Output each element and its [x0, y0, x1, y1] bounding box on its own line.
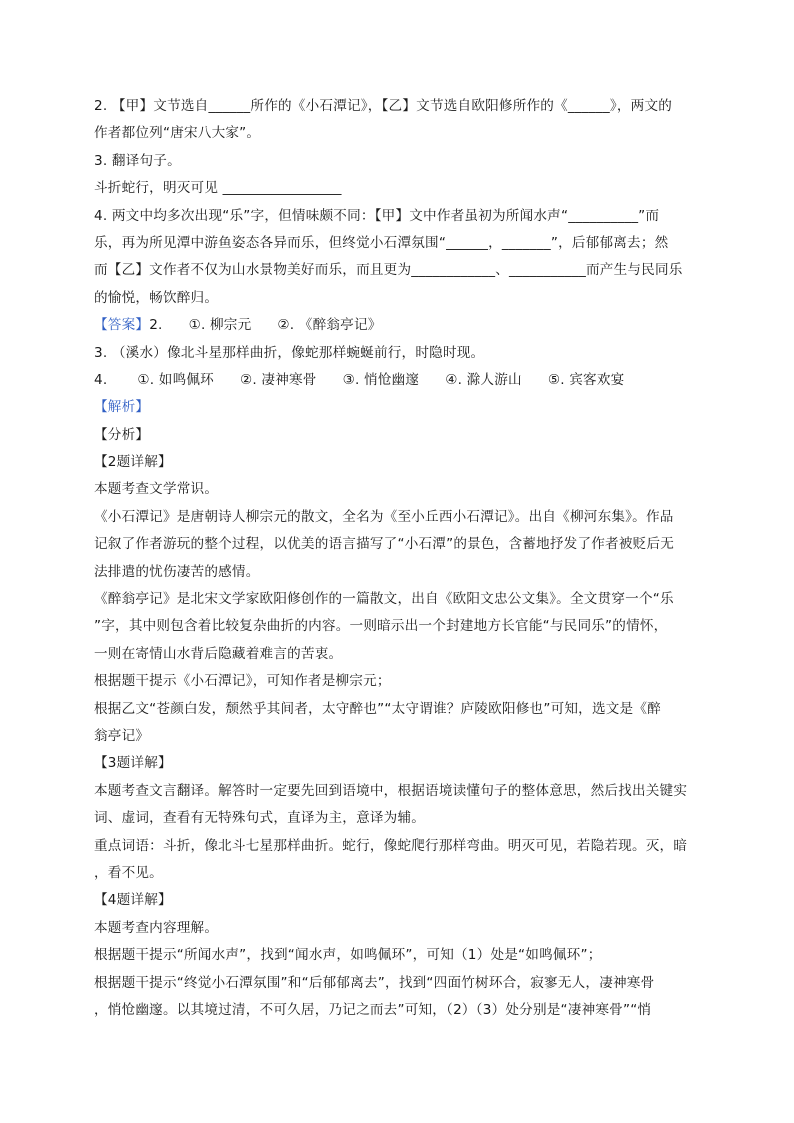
q4-line-1: 4. 两文中均多次出现“乐”字，但情味颇不同：【甲】文中作者虽初为所闻水声“__________”而 — [94, 207, 660, 224]
q2-line-1: 2. 【甲】文节选自______所作的《小石潭记》，【乙】文节选自欧阳修所作的《______》，两文的 — [94, 98, 673, 114]
answer-line-2 — [94, 312, 700, 339]
answer-4-item-1: ①. 如鸣佩环 — [137, 371, 214, 388]
detail-2-line-9: 根据乙文“苍颜白发，颓然乎其间者，太守醉也”“太守谓谁？庐陵欧阳修也”可知，选文是《醉 — [94, 700, 661, 717]
detail-4-line-2: 根据题干提示“所闻水声”，找到“闻水声，如鸣佩环”，可知（1）处是“如鸣佩环”； — [94, 947, 602, 964]
detail-2-line-10: 翁亭记》 — [94, 727, 150, 744]
q3-title: 3. 翻译句子。 — [94, 152, 181, 169]
detail-3-line-3: 重点词语：斗折，像北斗七星那样曲折。蛇行，像蛇爬行那样弯曲。明灭可见，若隐若现。灭，暗 — [94, 837, 688, 854]
detail-3-title: 【3题详解】 — [94, 755, 172, 772]
answer-2-number: 2. — [149, 317, 163, 334]
analysis-label: 【解析】 — [94, 399, 150, 416]
answer-4-item-2: ②. 凄神寒骨 — [239, 371, 317, 388]
answer-2-item-1: ①. 柳宗元 — [188, 317, 252, 334]
detail-3-line-2: 词、虚词，查看有无特殊句式，直译为主，意译为辅。 — [94, 810, 426, 827]
answer-line-4 — [94, 367, 700, 394]
answer-4-item-4: ④. 滁人游山 — [445, 371, 522, 388]
answer-4-item-5: ⑤. 宾客欢宴 — [547, 371, 625, 388]
q3-sentence: 斗折蛇行，明灭可见 _________________ — [94, 180, 342, 197]
detail-2-title: 【2题详解】 — [94, 454, 172, 471]
detail-4-line-1: 本题考查内容理解。 — [94, 919, 219, 936]
document-body — [94, 93, 700, 1024]
detail-3-line-1: 本题考查文言翻译。解答时一定要先回到语境中，根据语境读懂句子的整体意思，然后找出关键实 — [94, 782, 688, 799]
detail-2-line-2: 《小石潭记》是唐朝诗人柳宗元的散文，全名为《至小丘西小石潭记》。出自《柳河东集》。作品 — [94, 508, 674, 525]
answer-4-number: 4. — [94, 371, 108, 388]
q2-line-2: 作者都位列“唐宋八大家”。 — [94, 125, 261, 142]
detail-2-line-6: ”字，其中则包含着比较复杂曲折的内容。一则暗示出一个封建地方长官能“与民同乐”的情怀， — [94, 618, 668, 635]
detail-2-line-5: 《醉翁亭记》是北宋文学家欧阳修创作的一篇散文，出自《欧阳文忠公文集》。全文贯穿一个“乐 — [94, 591, 674, 608]
answer-line-3: 3. （溪水）像北斗星那样曲折，像蛇那样蜿蜒前行，时隐时现。 — [94, 344, 485, 361]
detail-4-line-4: ，悄怆幽邃。以其境过清，不可久居，乃记之而去”可知，（2）（3）处分别是“凄神寒骨”“悄 — [94, 1001, 652, 1018]
detail-2-line-8: 根据题干提示《小石潭记》，可知作者是柳宗元； — [94, 673, 391, 690]
q4-line-2: 乐，再为所见潭中游鱼姿态各异而乐，但终觉小石潭氛围“______，_______”，后郁郁离去；然 — [94, 234, 669, 251]
detail-3-line-4: ，看不见。 — [94, 864, 163, 881]
detail-4-title: 【4题详解】 — [94, 892, 172, 909]
analysis-fenxi: 【分析】 — [94, 426, 150, 443]
q4-line-3: 而【乙】文作者不仅为山水景物美好而乐，而且更为____________、___________而产生与民同乐 — [94, 262, 683, 279]
detail-2-line-4: 法排遣的忧伤凄苦的感情。 — [94, 563, 260, 580]
detail-4-line-3: 根据题干提示“终觉小石潭氛围”和“后郁郁离去”，找到“四面竹树环合，寂寥无人，凄神寒骨 — [94, 974, 655, 991]
detail-2-line-1: 本题考查文学常识。 — [94, 481, 219, 498]
detail-2-line-3: 记叙了作者游玩的整个过程，以优美的语言描写了“小石潭”的景色，含蓄地抒发了作者被贬后无 — [94, 536, 675, 553]
answer-label: 【答案】 — [94, 317, 150, 334]
answer-4-item-3: ③. 悄怆幽邃 — [342, 371, 420, 388]
q4-line-4: 的愉悦，畅饮醉归。 — [94, 289, 219, 306]
detail-2-line-7: 一则在寄情山水背后隐藏着难言的苦衷。 — [94, 645, 343, 662]
answer-2-item-2: ②. 《醉翁亭记》 — [277, 317, 382, 334]
